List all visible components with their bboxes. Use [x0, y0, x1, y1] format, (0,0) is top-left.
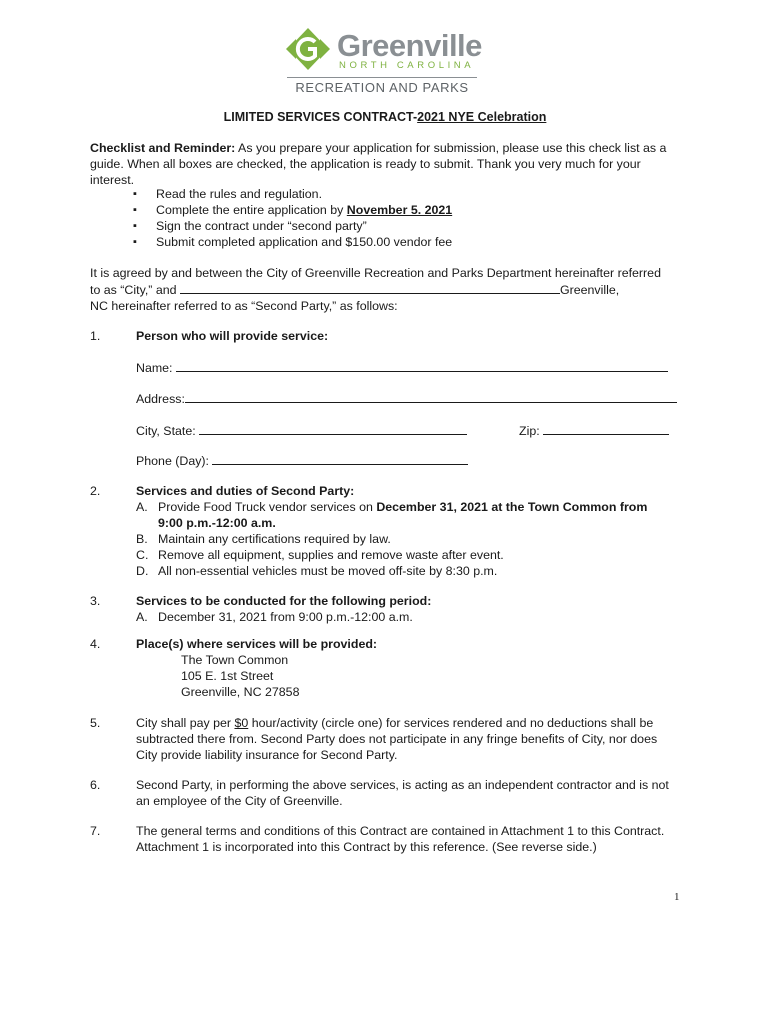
period-letter: A. — [136, 610, 148, 624]
duty-text: Remove all equipment, supplies and remove waste after event. — [158, 548, 504, 562]
logo-state: NORTH CAROLINA — [339, 60, 475, 71]
name-field[interactable] — [176, 359, 668, 372]
duty-text: Maintain any certifications required by law. — [158, 532, 391, 546]
venue-street: 105 E. 1st Street — [181, 669, 274, 683]
checklist-intro — [90, 140, 690, 188]
section-4-heading: Place(s) where services will be provided: — [136, 637, 378, 651]
title-prefix: LIMITED SERVICES CONTRACT- — [223, 110, 418, 124]
city-state-field[interactable] — [199, 422, 467, 435]
logo-divider — [287, 77, 477, 78]
section-7 — [136, 823, 681, 855]
section-1-number: 1. — [90, 329, 101, 343]
phone-row — [136, 452, 681, 469]
payment-text-rest: hour/activity (circle one) for services rendered and no deductions shall be — [248, 716, 654, 730]
payment-text: City shall pay per — [136, 716, 235, 730]
checklist-items — [133, 186, 452, 250]
page-number: 1 — [674, 891, 680, 903]
section-6-number: 6. — [90, 778, 101, 792]
agreement-paragraph — [90, 265, 690, 314]
address-row — [136, 390, 681, 407]
section-2-heading: Services and duties of Second Party: — [136, 484, 355, 498]
zip-row — [519, 422, 669, 439]
address-label: Address: — [136, 392, 185, 406]
checklist-deadline: November 5. 2021 — [346, 203, 453, 217]
period-list — [136, 609, 681, 625]
second-party-name-field[interactable] — [180, 281, 560, 294]
greenville-logo-icon — [284, 27, 332, 71]
agreement-line3: NC hereinafter referred to as “Second Party,” as follows: — [90, 299, 398, 313]
duty-item — [136, 531, 681, 547]
duty-item — [136, 547, 681, 563]
venue-city: Greenville, NC 27858 — [181, 685, 300, 699]
section-1-heading: Person who will provide service: — [136, 329, 329, 343]
section-2 — [136, 483, 681, 579]
address-field[interactable] — [185, 390, 677, 403]
document-title — [0, 109, 770, 125]
name-row — [136, 359, 681, 376]
duty-text-bold: December 31, 2021 at the Town Common from — [376, 500, 648, 514]
agreement-line1: It is agreed by and between the City of Greenville Recreation and Parks Department hereinafter referred — [90, 266, 661, 280]
title-event: 2021 NYE Celebration — [417, 110, 547, 124]
section-4 — [136, 636, 681, 700]
checklist-item — [133, 218, 452, 234]
period-text: December 31, 2021 from 9:00 p.m.-12:00 a.m. — [158, 610, 413, 624]
section-6 — [136, 777, 681, 809]
checklist-heading: Checklist and Reminder: — [90, 141, 236, 155]
duty-letter: D. — [136, 564, 149, 578]
duty-letter: C. — [136, 548, 149, 562]
phone-label: Phone (Day): — [136, 454, 210, 468]
checklist-intro-line1: As you prepare your application for submission, please use this check list as a — [235, 141, 667, 155]
section-4-number: 4. — [90, 637, 101, 651]
contractor-line1: Second Party, in performing the above services, is acting as an independent contractor and is not — [136, 778, 669, 792]
period-item — [136, 609, 681, 625]
checklist-item — [133, 202, 452, 218]
checklist-item-text: Complete the entire application by — [156, 203, 347, 217]
zip-field[interactable] — [543, 422, 669, 435]
checklist-item-text: Submit completed application and $150.00 vendor fee — [156, 235, 453, 249]
duty-letter: A. — [136, 500, 148, 514]
contractor-line2: an employee of the City of Greenville. — [136, 794, 343, 808]
phone-field[interactable] — [212, 452, 468, 465]
duty-item — [136, 563, 681, 579]
duty-time-bold: 9:00 p.m.-12:00 a.m. — [158, 516, 276, 530]
terms-line1: The general terms and conditions of this Contract are contained in Attachment 1 to this Contract. — [136, 824, 665, 838]
section-2-number: 2. — [90, 484, 101, 498]
agreement-line2-prefix: to as “City,” and — [90, 283, 177, 297]
name-label: Name: — [136, 361, 173, 375]
checklist-item — [133, 234, 452, 250]
section-5-number: 5. — [90, 716, 101, 730]
checklist-intro-line2: guide. When all boxes are checked, the application is ready to submit. Thank you very much for your — [90, 157, 641, 171]
city-state-label: City, State: — [136, 424, 196, 438]
payment-amount: $0 — [234, 716, 249, 730]
checklist-item-text: Read the rules and regulation. — [156, 187, 323, 201]
section-7-number: 7. — [90, 824, 101, 838]
payment-line3: City provide liability insurance for Second Party. — [136, 748, 398, 762]
venue-name: The Town Common — [181, 653, 289, 667]
duty-text: Provide Food Truck vendor services on — [158, 500, 377, 514]
payment-line2: subtracted there from. Second Party does not participate in any fringe benefits of City, nor does — [136, 732, 658, 746]
agreement-line2-suffix: Greenville, — [560, 283, 620, 297]
logo-department: RECREATION AND PARKS — [295, 80, 469, 95]
venue-address — [136, 652, 681, 700]
section-3-number: 3. — [90, 594, 101, 608]
section-5 — [136, 715, 681, 763]
checklist-item-text: Sign the contract under “second party” — [156, 219, 367, 233]
duty-letter: B. — [136, 532, 148, 546]
duties-list — [136, 499, 681, 579]
logo-wordmark: Greenville — [337, 28, 482, 63]
section-3-heading: Services to be conducted for the following period: — [136, 594, 432, 608]
zip-label: Zip: — [519, 424, 540, 438]
duty-item — [136, 499, 681, 531]
section-3 — [136, 593, 681, 625]
checklist-item — [133, 186, 452, 202]
checklist-intro-line3: interest. — [90, 173, 135, 187]
duty-text: All non-essential vehicles must be moved off-site by 8:30 p.m. — [158, 564, 498, 578]
terms-line2: Attachment 1 is incorporated into this Contract by this reference. (See reverse side.) — [136, 840, 597, 854]
